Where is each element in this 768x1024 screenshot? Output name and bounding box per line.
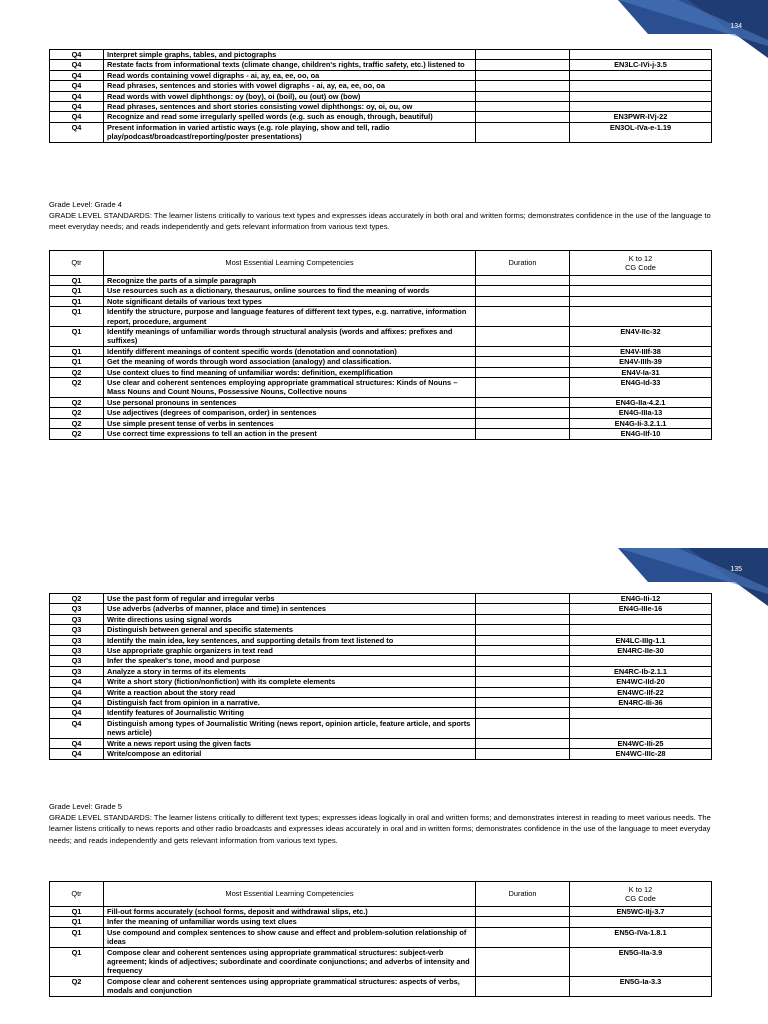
table-row xyxy=(50,367,712,377)
table-row xyxy=(50,635,712,645)
cell-competency: Write/compose an editorial xyxy=(104,749,476,759)
cell-duration xyxy=(476,625,570,635)
table-row xyxy=(50,81,712,91)
cell-cg-code: EN4G-IIf-10 xyxy=(570,429,712,439)
cell-quarter: Q4 xyxy=(50,112,104,122)
cell-quarter: Q4 xyxy=(50,122,104,142)
cell-competency: Identify meanings of unfamiliar words through structural analysis (words and affixes: prefixes and suffixes) xyxy=(104,327,476,347)
cell-cg-code: EN4LC-IIIg-1.1 xyxy=(570,635,712,645)
table-row xyxy=(50,604,712,614)
cell-quarter: Q1 xyxy=(50,907,104,917)
cell-quarter: Q4 xyxy=(50,60,104,70)
cell-competency: Get the meaning of words through word association (analogy) and classification. xyxy=(104,357,476,367)
cell-quarter: Q2 xyxy=(50,594,104,604)
cell-competency: Use the past form of regular and irregular verbs xyxy=(104,594,476,604)
cell-duration xyxy=(476,346,570,356)
cell-competency: Identify features of Journalistic Writing xyxy=(104,708,476,718)
cell-duration xyxy=(476,307,570,327)
cell-duration xyxy=(476,91,570,101)
cell-duration xyxy=(476,718,570,738)
cell-cg-code xyxy=(570,708,712,718)
cell-cg-code xyxy=(570,102,712,112)
competency-table-grade4-continued xyxy=(49,593,712,760)
cell-cg-code xyxy=(570,81,712,91)
cell-duration xyxy=(476,738,570,748)
cell-competency: Use resources such as a dictionary, thesaurus, online sources to find the meaning of words xyxy=(104,286,476,296)
grade-level-standards: GRADE LEVEL STANDARDS: The learner listens critically to various text types and expresses ideas accurately in both oral and written forms; demonstrates confidence in the use of the language to meet everyday needs; and reads independently and gets relevant information from various text types. xyxy=(49,211,711,232)
cell-cg-code: EN4V-IIIf-38 xyxy=(570,346,712,356)
cell-cg-code xyxy=(570,70,712,80)
cell-quarter: Q2 xyxy=(50,378,104,398)
cell-duration xyxy=(476,60,570,70)
cell-cg-code xyxy=(570,656,712,666)
competency-table-grade3-continued xyxy=(49,49,712,143)
cell-cg-code: EN5G-IVa-1.8.1 xyxy=(570,927,712,947)
cell-cg-code xyxy=(570,718,712,738)
header-cg-code-line1: K to 12 xyxy=(628,884,653,894)
cell-competency: Use adverbs (adverbs of manner, place and time) in sentences xyxy=(104,604,476,614)
cell-duration xyxy=(476,635,570,645)
cell-cg-code xyxy=(570,307,712,327)
cell-cg-code: EN3OL-IVa-e-1.19 xyxy=(570,122,712,142)
cell-duration xyxy=(476,687,570,697)
cell-cg-code: EN3LC-IVi-j-3.5 xyxy=(570,60,712,70)
cell-competency: Identify different meanings of content specific words (denotation and connotation) xyxy=(104,346,476,356)
cell-cg-code xyxy=(570,296,712,306)
cell-quarter: Q1 xyxy=(50,327,104,347)
cell-quarter: Q1 xyxy=(50,346,104,356)
cell-cg-code: EN4G-IIi-12 xyxy=(570,594,712,604)
cell-quarter: Q1 xyxy=(50,307,104,327)
header-qtr: Qtr xyxy=(50,882,104,907)
cell-quarter: Q1 xyxy=(50,927,104,947)
cell-cg-code: EN4G-Ii-3.2.1.1 xyxy=(570,418,712,428)
cell-cg-code: EN3PWR-IVj-22 xyxy=(570,112,712,122)
cell-duration xyxy=(476,907,570,917)
cell-quarter: Q4 xyxy=(50,698,104,708)
table-row xyxy=(50,307,712,327)
grade-level-label: Grade Level: Grade 4 xyxy=(49,200,123,209)
cell-duration xyxy=(476,917,570,927)
cell-competency: Use appropriate graphic organizers in text read xyxy=(104,646,476,656)
cell-quarter: Q1 xyxy=(50,286,104,296)
table-row xyxy=(50,947,712,976)
header-duration: Duration xyxy=(476,251,570,276)
cell-quarter: Q2 xyxy=(50,367,104,377)
table-row xyxy=(50,50,712,60)
table-row xyxy=(50,112,712,122)
table-row xyxy=(50,346,712,356)
cell-quarter: Q2 xyxy=(50,429,104,439)
cell-competency: Identify the main idea, key sentences, and supporting details from text listened to xyxy=(104,635,476,645)
cell-duration xyxy=(476,276,570,286)
table-row xyxy=(50,666,712,676)
cell-duration xyxy=(476,327,570,347)
cell-duration xyxy=(476,408,570,418)
header-cg-code-line1: K to 12 xyxy=(628,253,653,263)
table-row xyxy=(50,677,712,687)
cell-competency: Restate facts from informational texts (climate change, children's rights, traffic safety, etc.) listened to xyxy=(104,60,476,70)
cell-quarter: Q1 xyxy=(50,947,104,976)
page-135 xyxy=(0,548,768,1024)
cell-competency: Fill-out forms accurately (school forms, deposit and withdrawal slips, etc.) xyxy=(104,907,476,917)
cell-cg-code xyxy=(570,625,712,635)
cell-competency: Use adjectives (degrees of comparison, order) in sentences xyxy=(104,408,476,418)
cell-competency: Use personal pronouns in sentences xyxy=(104,397,476,407)
header-competencies: Most Essential Learning Competencies xyxy=(104,251,476,276)
table-row xyxy=(50,698,712,708)
cell-quarter: Q3 xyxy=(50,656,104,666)
table-row xyxy=(50,927,712,947)
cell-quarter: Q3 xyxy=(50,646,104,656)
cell-duration xyxy=(476,614,570,624)
cell-competency: Infer the meaning of unfamiliar words using text clues xyxy=(104,917,476,927)
cell-competency: Use correct time expressions to tell an action in the present xyxy=(104,429,476,439)
grade5-intro xyxy=(49,801,714,846)
table-row xyxy=(50,907,712,917)
table-row xyxy=(50,718,712,738)
cell-duration xyxy=(476,286,570,296)
table-row xyxy=(50,276,712,286)
cell-competency: Use compound and complex sentences to show cause and effect and problem-solution relationship of ideas xyxy=(104,927,476,947)
cell-quarter: Q4 xyxy=(50,91,104,101)
cell-quarter: Q3 xyxy=(50,635,104,645)
cell-competency: Read words containing vowel digraphs - ai, ay, ea, ee, oo, oa xyxy=(104,70,476,80)
cell-duration xyxy=(476,357,570,367)
table-row xyxy=(50,625,712,635)
cell-duration xyxy=(476,604,570,614)
cell-duration xyxy=(476,927,570,947)
cell-duration xyxy=(476,112,570,122)
cell-competency: Interpret simple graphs, tables, and pictographs xyxy=(104,50,476,60)
cell-quarter: Q4 xyxy=(50,81,104,91)
table-row xyxy=(50,378,712,398)
cell-duration xyxy=(476,646,570,656)
cell-cg-code: EN4G-IIIe-16 xyxy=(570,604,712,614)
table-row xyxy=(50,429,712,439)
cell-cg-code xyxy=(570,917,712,927)
cell-cg-code xyxy=(570,286,712,296)
cell-cg-code xyxy=(570,50,712,60)
cell-competency: Use context clues to find meaning of unfamiliar words: definition, exemplification xyxy=(104,367,476,377)
table-row xyxy=(50,102,712,112)
cell-cg-code: EN5WC-IIj-3.7 xyxy=(570,907,712,917)
cell-duration xyxy=(476,947,570,976)
cell-quarter: Q2 xyxy=(50,397,104,407)
cell-duration xyxy=(476,698,570,708)
cell-duration xyxy=(476,102,570,112)
cell-competency: Recognize and read some irregularly spelled words (e.g. such as enough, through, beautiful) xyxy=(104,112,476,122)
grade-level-standards: GRADE LEVEL STANDARDS: The learner listens critically to different text types; expresses ideas logically in oral and written forms; and demonstrates interest in reading to meet various needs. The learner listens critically to news reports and other radio broadcasts and expresses ideas accurately in oral and in written forms; demonstrates confidence in the use of the language to meet everyday needs; and reads independently and gets relevant information from various text types. xyxy=(49,813,711,845)
cell-duration xyxy=(476,122,570,142)
table-row xyxy=(50,646,712,656)
header-cg-code xyxy=(570,882,712,907)
table-row xyxy=(50,408,712,418)
cell-competency: Distinguish between general and specific statements xyxy=(104,625,476,635)
cell-competency: Write directions using signal words xyxy=(104,614,476,624)
cell-quarter: Q2 xyxy=(50,418,104,428)
cell-duration xyxy=(476,666,570,676)
cell-cg-code xyxy=(570,614,712,624)
cell-competency: Use clear and coherent sentences employing appropriate grammatical structures: Kinds of Nouns – Mass Nouns and Count Nouns, Possessive Nouns, Collective nouns xyxy=(104,378,476,398)
header-cg-code-line2: CG Code xyxy=(625,263,656,272)
cell-competency: Infer the speaker's tone, mood and purpose xyxy=(104,656,476,666)
cell-quarter: Q1 xyxy=(50,357,104,367)
cell-quarter: Q1 xyxy=(50,276,104,286)
table-row xyxy=(50,397,712,407)
table-row xyxy=(50,594,712,604)
competency-table-grade5 xyxy=(49,881,712,997)
cell-duration xyxy=(476,656,570,666)
cell-cg-code: EN4G-IIa-4.2.1 xyxy=(570,397,712,407)
cell-cg-code: EN4RC-Ib-2.1.1 xyxy=(570,666,712,676)
table-row xyxy=(50,60,712,70)
cell-quarter: Q3 xyxy=(50,666,104,676)
cell-quarter: Q2 xyxy=(50,976,104,996)
grade4-intro xyxy=(49,199,714,233)
cell-cg-code: EN4V-IIc-32 xyxy=(570,327,712,347)
grade-level-label: Grade Level: Grade 5 xyxy=(49,802,123,811)
competency-table-grade4 xyxy=(49,250,712,440)
cell-competency: Present information in varied artistic ways (e.g. role playing, show and tell, radio play/podcast/broadcast/reporting/poster presentations) xyxy=(104,122,476,142)
table-row xyxy=(50,738,712,748)
cell-duration xyxy=(476,749,570,759)
table-row xyxy=(50,418,712,428)
cell-competency: Write a news report using the given facts xyxy=(104,738,476,748)
header-cg-code xyxy=(570,251,712,276)
header-cg-code-line2: CG Code xyxy=(625,894,656,903)
table-row xyxy=(50,749,712,759)
cell-quarter: Q1 xyxy=(50,917,104,927)
cell-cg-code: EN4V-IIIh-39 xyxy=(570,357,712,367)
cell-competency: Analyze a story in terms of its elements xyxy=(104,666,476,676)
table-row xyxy=(50,327,712,347)
cell-quarter: Q4 xyxy=(50,677,104,687)
cell-competency: Use simple present tense of verbs in sentences xyxy=(104,418,476,428)
cell-quarter: Q3 xyxy=(50,604,104,614)
table-row xyxy=(50,687,712,697)
page-number: 135 xyxy=(730,566,742,573)
cell-quarter: Q4 xyxy=(50,70,104,80)
cell-duration xyxy=(476,378,570,398)
header-competencies: Most Essential Learning Competencies xyxy=(104,882,476,907)
header-qtr: Qtr xyxy=(50,251,104,276)
cell-duration xyxy=(476,397,570,407)
cell-cg-code: EN4RC-IIe-30 xyxy=(570,646,712,656)
cell-cg-code: EN4G-IIIa-13 xyxy=(570,408,712,418)
table-row xyxy=(50,708,712,718)
cell-cg-code xyxy=(570,91,712,101)
cell-competency: Identify the structure, purpose and language features of different text types, e.g. narrative, information report, procedure, argument xyxy=(104,307,476,327)
cell-competency: Read words with vowel diphthongs: oy (boy), oi (boil), ou (out) ow (bow) xyxy=(104,91,476,101)
table-row xyxy=(50,357,712,367)
header-duration: Duration xyxy=(476,882,570,907)
cell-duration xyxy=(476,367,570,377)
cell-duration xyxy=(476,296,570,306)
cell-cg-code: EN5G-IIa-3.9 xyxy=(570,947,712,976)
cell-competency: Compose clear and coherent sentences using appropriate grammatical structures: aspects of verbs, modals and conjunction xyxy=(104,976,476,996)
cell-competency: Write a short story (fiction/nonfiction) with its complete elements xyxy=(104,677,476,687)
table-row xyxy=(50,91,712,101)
cell-cg-code: EN4WC-IIf-22 xyxy=(570,687,712,697)
cell-quarter: Q2 xyxy=(50,408,104,418)
cell-competency: Write a reaction about the story read xyxy=(104,687,476,697)
table-row xyxy=(50,286,712,296)
cell-quarter: Q4 xyxy=(50,749,104,759)
cell-duration xyxy=(476,81,570,91)
cell-duration xyxy=(476,708,570,718)
cell-duration xyxy=(476,677,570,687)
cell-quarter: Q4 xyxy=(50,50,104,60)
cell-quarter: Q4 xyxy=(50,708,104,718)
cell-cg-code xyxy=(570,276,712,286)
cell-competency: Read phrases, sentences and short stories consisting vowel diphthongs: oy, oi, ou, ow xyxy=(104,102,476,112)
cell-competency: Note significant details of various text types xyxy=(104,296,476,306)
cell-quarter: Q4 xyxy=(50,687,104,697)
cell-competency: Distinguish fact from opinion in a narrative. xyxy=(104,698,476,708)
cell-quarter: Q4 xyxy=(50,102,104,112)
cell-quarter: Q4 xyxy=(50,718,104,738)
cell-cg-code: EN4WC-IIi-25 xyxy=(570,738,712,748)
table-row xyxy=(50,917,712,927)
cell-competency: Read phrases, sentences and stories with vowel digraphs - ai, ay, ea, ee, oo, oa xyxy=(104,81,476,91)
cell-competency: Compose clear and coherent sentences using appropriate grammatical structures: subject-verb agreement; kinds of adjectives; subordinate and coordinate conjunctions; and adverbs of intensity and frequency xyxy=(104,947,476,976)
cell-duration xyxy=(476,418,570,428)
cell-cg-code: EN4WC-IId-20 xyxy=(570,677,712,687)
cell-cg-code: EN4WC-IIIc-28 xyxy=(570,749,712,759)
table-header-row xyxy=(50,882,712,907)
table-row xyxy=(50,656,712,666)
cell-cg-code: EN4G-Id-33 xyxy=(570,378,712,398)
cell-duration xyxy=(476,594,570,604)
cell-quarter: Q3 xyxy=(50,625,104,635)
cell-cg-code: EN4V-Ia-31 xyxy=(570,367,712,377)
table-row xyxy=(50,614,712,624)
table-row xyxy=(50,70,712,80)
cell-competency: Distinguish among types of Journalistic Writing (news report, opinion article, feature article, and sports news article) xyxy=(104,718,476,738)
cell-quarter: Q3 xyxy=(50,614,104,624)
cell-quarter: Q1 xyxy=(50,296,104,306)
page-134 xyxy=(0,0,768,500)
cell-cg-code: EN5G-Ia-3.3 xyxy=(570,976,712,996)
page-number: 134 xyxy=(730,23,742,30)
cell-duration xyxy=(476,70,570,80)
table-row xyxy=(50,976,712,996)
cell-competency: Recognize the parts of a simple paragraph xyxy=(104,276,476,286)
cell-duration xyxy=(476,976,570,996)
table-row xyxy=(50,122,712,142)
cell-quarter: Q4 xyxy=(50,738,104,748)
cell-duration xyxy=(476,429,570,439)
table-row xyxy=(50,296,712,306)
table-header-row xyxy=(50,251,712,276)
cell-duration xyxy=(476,50,570,60)
cell-cg-code: EN4RC-IIi-36 xyxy=(570,698,712,708)
